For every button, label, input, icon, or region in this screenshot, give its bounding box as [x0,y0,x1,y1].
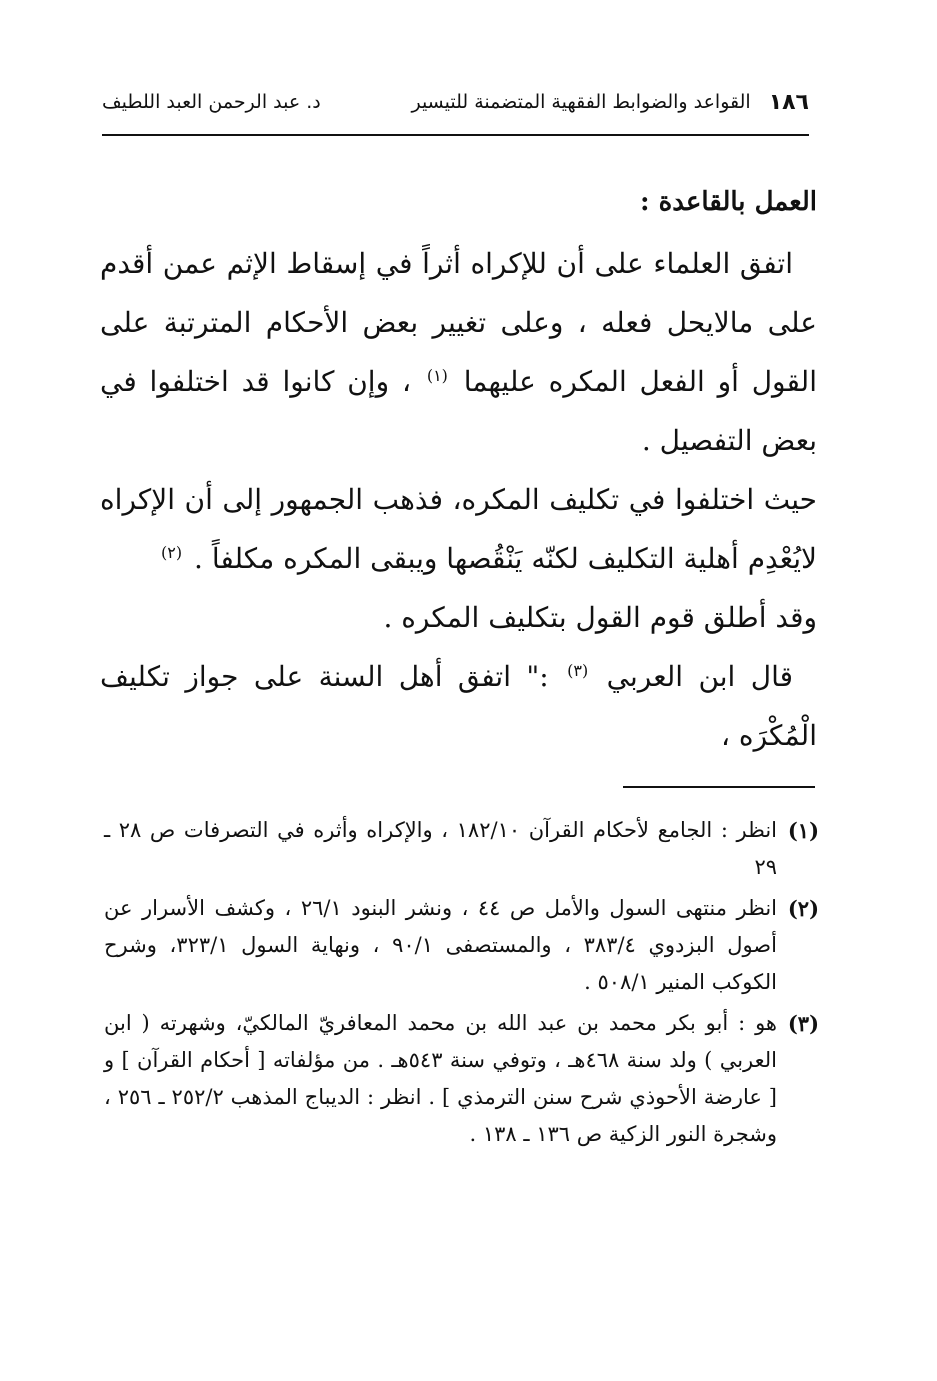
paragraph-1-text-cont: ، وإن كانوا قد اختلفوا في بعض التفصيل . [100,365,817,457]
footnote-3 [104,1005,819,1153]
footnote-1 [104,812,819,886]
paragraph-4-text: قال ابن العربي [606,660,794,693]
paragraph-4-text-cont: :" اتفق أهل السنة على جواز تكليف الْمُكْرَه ، [100,660,817,752]
paragraph-1 [100,234,817,470]
footnote-2 [104,890,819,1001]
running-header [102,82,809,122]
paragraph-2-text: حيث اختلفوا في تكليف المكره، فذهب الجمهور إلى أن الإكراه لايُعْدِم أهلية التكليف لكنّه يَنْقُصها ويبقى المكره مكلفاً . [100,483,817,575]
main-text [100,178,817,765]
book-title: القواعد والضوابط الفقهية المتضمنة للتيسير [411,91,751,113]
footnote-number: (١) [787,818,819,843]
footnote-text: انظر منتهى السول والأمل ص ٤٤ ، ونشر البنود ٢٦/١ ، وكشف الأسرار عن أصول البزدوي ٣٨٣/٤ ، والمستصفى ٩٠/١ ، ونهاية السول ٣٢٣/١، وشرح الكوكب المنير ٥٠٨/١ . [104,896,777,994]
footnote-divider [623,786,815,788]
footnotes [104,812,819,1157]
paragraph-2 [100,470,817,588]
page-number: ١٨٦ [768,89,809,115]
footnote-number: (٢) [787,896,819,921]
author-name: د. عبد الرحمن العبد اللطيف [102,91,321,113]
footnote-number: (٣) [787,1011,819,1036]
footnote-ref-3[interactable]: (٣) [567,660,589,680]
footnote-text: هو : أبو بكر محمد بن عبد الله بن محمد المعافريّ المالكيّ، وشهرته ( ابن العربي ) ولد سنة ٤٦٨هـ ، وتوفي سنة ٥٤٣هـ . من مؤلفاته [ أحكام القرآن ] و [ عارضة الأحوذي شرح سنن الترمذي ] . انظر : الديباج المذهب ٢٥٢/٢ ـ ٢٥٦ ، وشجرة النور الزكية ص ١٣٦ ـ ١٣٨ . [104,1011,778,1146]
paragraph-3: وقد أطلق قوم القول بتكليف المكره . [383,601,817,634]
header-divider [102,134,809,136]
footnote-ref-1[interactable]: (١) [426,365,448,385]
footnote-ref-2[interactable]: (٢) [161,542,183,562]
section-heading: العمل بالقاعدة : [639,187,817,217]
footnote-text: انظر : الجامع لأحكام القرآن ١٨٢/١٠ ، والإكراه وأثره في التصرفات ص ٢٨ ـ ٢٩ [104,818,778,879]
paragraph-4 [100,647,817,765]
paragraph-1-text: اتفق العلماء على أن للإكراه أثراً في إسقاط الإثم عمن أقدم على مالايحل فعله ، وعلى تغيير بعض الأحكام المترتبة على القول أو الفعل المكره عليهما [100,247,817,398]
